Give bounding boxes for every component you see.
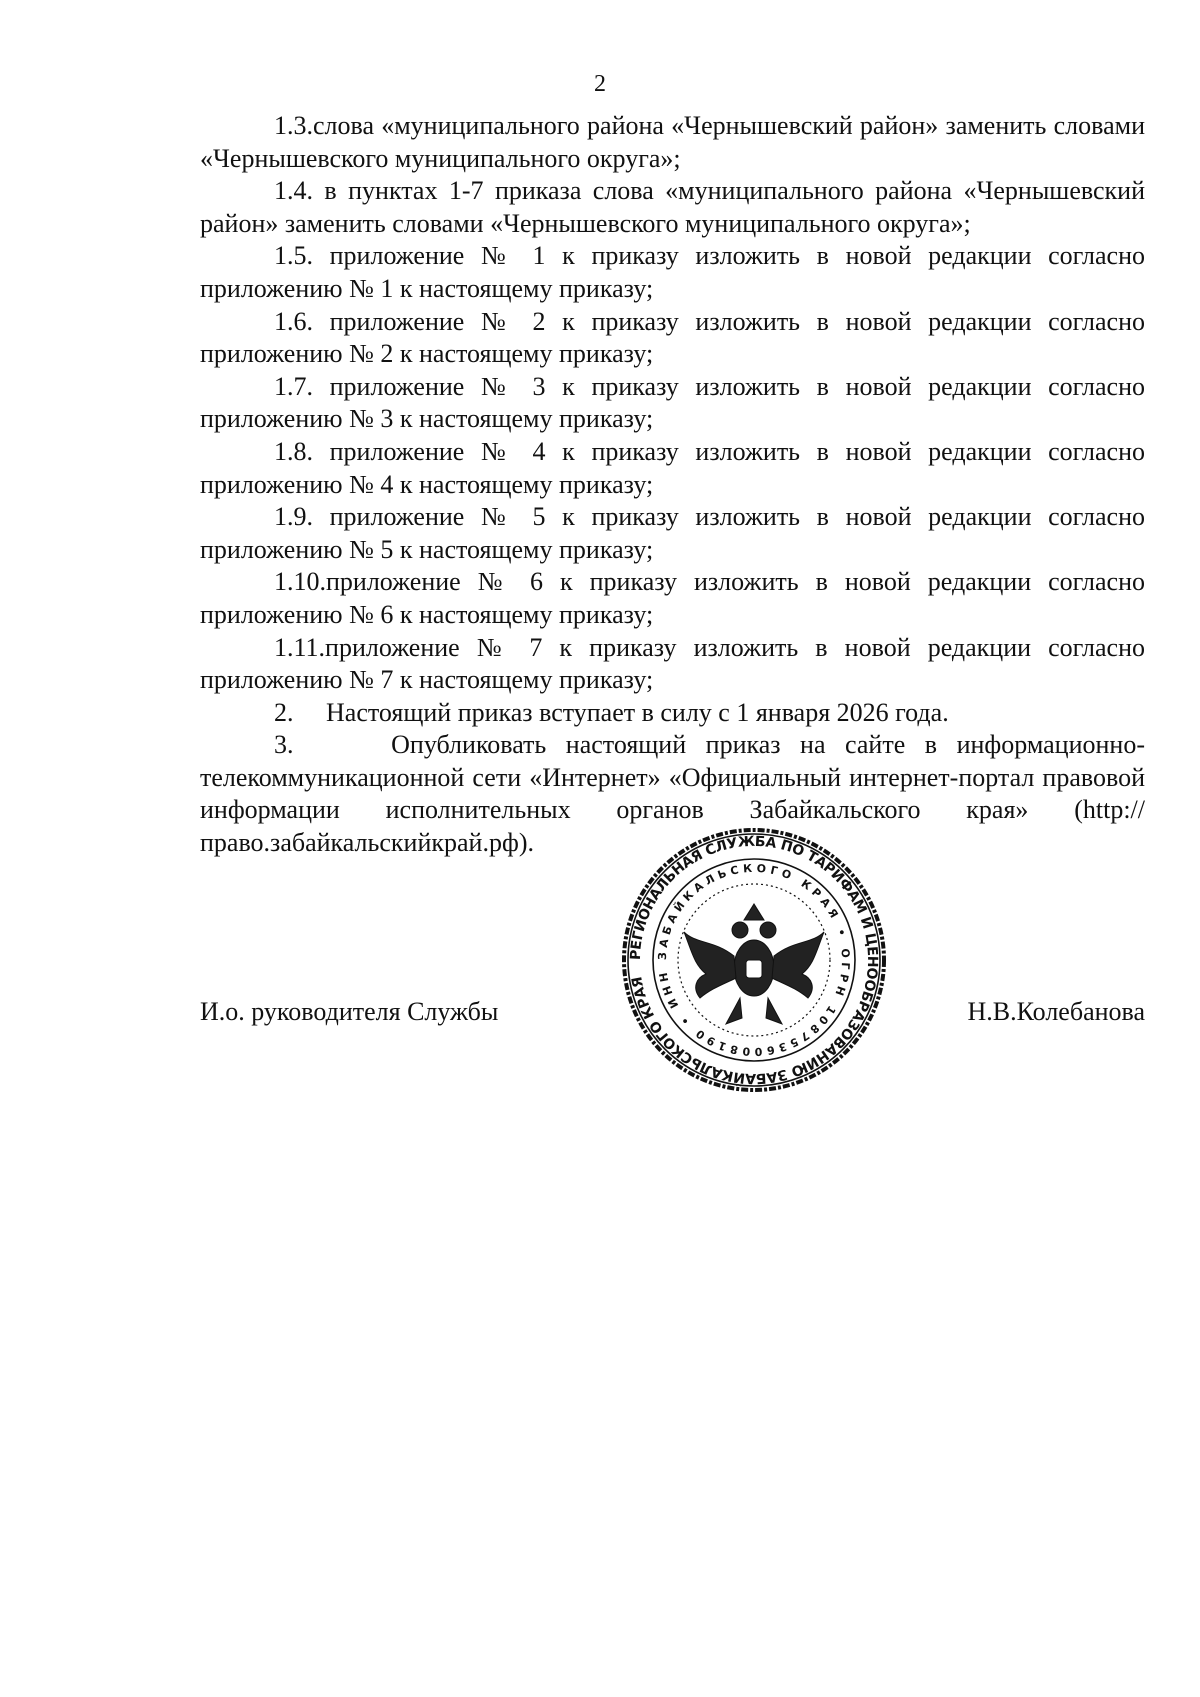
paragraph-1-10: 1.10.приложение № 6 к приказу изложить в новой редакции согласно приложению № 6 к настоящему приказу; bbox=[200, 567, 1145, 629]
paragraph-1-5: 1.5. приложение № 1 к приказу изложить в новой редакции согласно приложению № 1 к настоящему приказу; bbox=[200, 241, 1145, 303]
paragraph-1-6: 1.6. приложение № 2 к приказу изложить в новой редакции согласно приложению № 2 к настоящему приказу; bbox=[200, 306, 1145, 369]
paragraph-2: 2. Настоящий приказ вступает в силу с 1 января 2026 года. bbox=[274, 697, 949, 727]
signatory-name: Н.В.Колебанова bbox=[967, 997, 1145, 1026]
official-seal bbox=[622, 828, 886, 1092]
paragraph-3: 3. Опубликовать настоящий приказ на сайте в информационно-телекоммуникационной сети «Интернет» «Официальный интернет-портал правовой информации исполнительных органов Забайкальского края» (http://право.забайкальскийкрай.рф). bbox=[200, 730, 1152, 858]
paragraph-1-4: 1.4. в пунктах 1-7 приказа слова «муниципального района «Чернышевский район» заменить словами «Чернышевского муниципального округа»; bbox=[200, 176, 1145, 238]
double-headed-eagle-emblem bbox=[684, 904, 824, 1024]
paragraph-1-8: 1.8. приложение № 4 к приказу изложить в новой редакции согласно приложению № 4 к настоящему приказу; bbox=[200, 436, 1145, 499]
seal-inner-text: ЗАБАЙКАЛЬСКОГО КРАЯ • ОГРН 1087536008190 • ИНН bbox=[655, 861, 853, 1059]
paragraph-1-3: 1.3.слова «муниципального района «Чернышевский район» заменить словами «Чернышевского муниципального округа»; bbox=[200, 111, 1145, 173]
paragraph-1-9: 1.9. приложение № 5 к приказу изложить в новой редакции согласно приложению № 5 к настоящему приказу; bbox=[200, 502, 1145, 564]
paragraph-1-7: 1.7. приложение № 3 к приказу изложить в новой редакции согласно приложению № 3 к настоящему приказу; bbox=[200, 371, 1145, 434]
document-body bbox=[200, 110, 1152, 860]
seal-outer-text: РЕГИОНАЛЬНАЯ СЛУЖБА ПО ТАРИФАМ И ЦЕНООБРАЗОВАНИЮ ЗАБАЙКАЛЬСКОГО КРАЯ bbox=[627, 833, 881, 1087]
paragraph-1-11: 1.11.приложение № 7 к приказу изложить в новой редакции согласно приложению № 7 к настоящему приказу; bbox=[200, 632, 1145, 695]
signatory-title: И.о. руководителя Службы bbox=[200, 997, 499, 1026]
page-number: 2 bbox=[594, 71, 606, 97]
